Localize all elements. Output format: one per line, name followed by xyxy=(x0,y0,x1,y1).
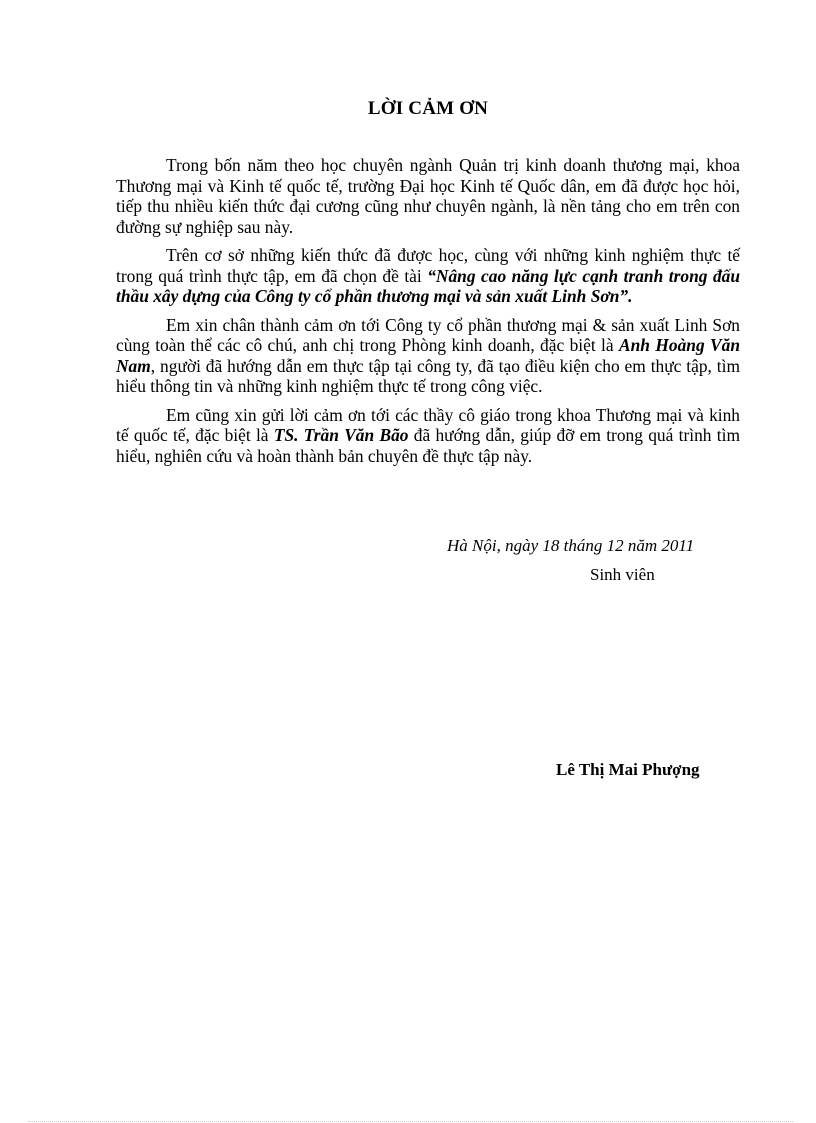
page-title: LỜI CẢM ƠN xyxy=(367,98,489,119)
paragraph-4-text-2: đã hướng dẫn, giúp đỡ em trong quá trình tìm hiểu, nghiên cứu và hoàn thành bản chuyên đề thực tập này. xyxy=(116,425,740,466)
thesis-topic: “Nâng cao năng lực cạnh tranh trong đấu thầu xây dựng của Công ty cổ phần thương mại và sản xuất Linh Sơn”. xyxy=(116,265,741,306)
advisor-name: TS. Trần Văn Bão xyxy=(273,425,409,445)
signature-role: Sinh viên xyxy=(590,565,655,584)
mentor-name: Anh Hoàng Văn Nam xyxy=(116,335,741,376)
paragraph-4-text-1: Em cũng xin gửi lời cảm ơn tới các thầy cô giáo trong khoa Thương mại và kinh tế quốc tế, đặc biệt là xyxy=(116,404,740,445)
signature-date: Hà Nội, ngày 18 tháng 12 năm 2011 xyxy=(447,536,695,555)
paragraph-1: Trong bốn năm theo học chuyên ngành Quản trị kinh doanh thương mại, khoa Thương mại và Kinh tế quốc tế, trường Đại học Kinh tế Quốc dân, em đã được học hỏi, tiếp thu nhiều kiến thức đại cương cũng như chuyên ngành, là nền tảng cho em trên con đường sự nghiệp sau này. xyxy=(116,155,740,237)
paragraph-2-text: Trên cơ sở những kiến thức đã được học, cùng với những kinh nghiệm thực tế trong quá trình thực tập, em đã chọn đề tài xyxy=(116,245,740,286)
page-bottom-divider xyxy=(28,1121,793,1122)
paragraph-3-text-1: Em xin chân thành cảm ơn tới Công ty cổ phần thương mại & sản xuất Linh Sơn cùng toàn thể các cô chú, anh chị trong Phòng kinh doanh, đặc biệt là xyxy=(116,314,740,355)
paragraph-2 xyxy=(116,245,740,307)
acknowledgement-body xyxy=(116,155,740,474)
paragraph-4 xyxy=(116,405,740,467)
signature-name: Lê Thị Mai Phượng xyxy=(556,760,700,779)
paragraph-3-text-2: , người đã hướng dẫn em thực tập tại công ty, đã tạo điều kiện cho em thực tập, tìm hiểu thông tin và những kinh nghiệm thực tế trong công việc. xyxy=(116,355,740,396)
paragraph-3 xyxy=(116,315,740,397)
